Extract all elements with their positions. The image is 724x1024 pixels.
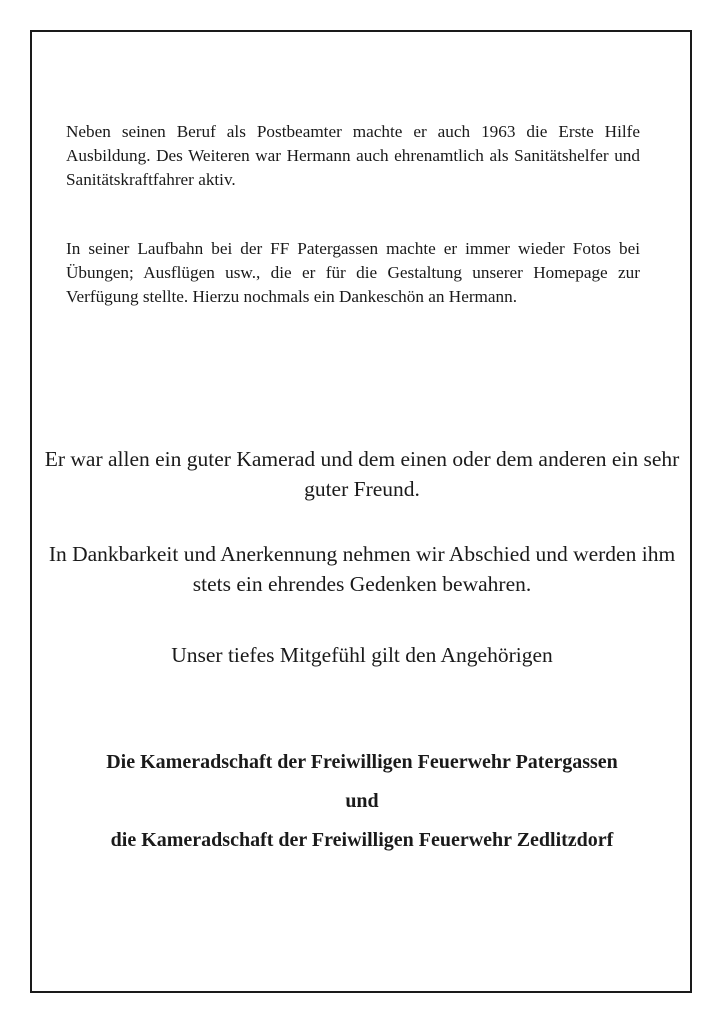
signature-zedlitzdorf: die Kameradschaft der Freiwilligen Feuerwehr Zedlitzdorf xyxy=(110,829,614,851)
paragraph-first-aid: Neben seinen Beruf als Postbeamter machte er auch 1963 die Erste Hilfe Ausbildung. Des Weiteren war Hermann auch ehrenamtlich als Sanitätshelfer und Sanitätskraftfahrer aktiv. xyxy=(66,122,640,189)
tribute-comrade: Er war allen ein guter Kamerad und dem einen oder dem anderen ein sehr guter Freund. xyxy=(44,447,680,501)
paragraph-photos: In seiner Laufbahn bei der FF Patergassen machte er immer wieder Fotos bei Übungen; Ausflügen usw., die er für die Gestaltung unserer Homepage zur Verfügung stellte. Hierzu nochmals ein Dankeschön an Hermann. xyxy=(66,239,640,306)
tribute-farewell: In Dankbarkeit und Anerkennung nehmen wir Abschied und werden ihm stets ein ehrendes Gedenken bewahren. xyxy=(48,542,676,596)
signature-patergassen: Die Kameradschaft der Freiwilligen Feuerwehr Patergassen xyxy=(106,751,618,773)
signature-conjunction: und xyxy=(345,790,379,812)
tribute-condolence: Unser tiefes Mitgefühl gilt den Angehörigen xyxy=(171,643,553,667)
